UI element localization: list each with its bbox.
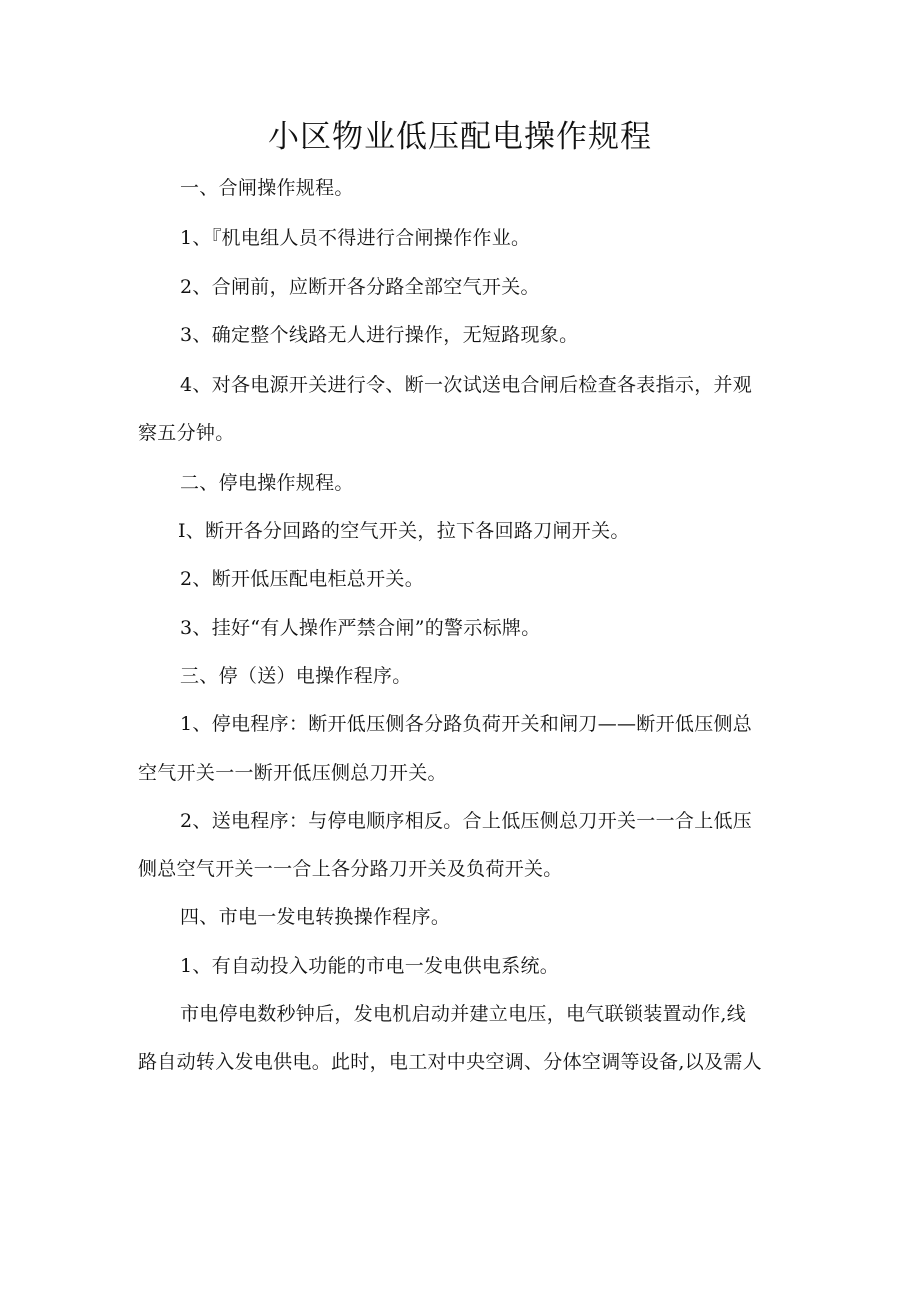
paragraph-1-3: 3、确定整个线路无人进行操作，无短路现象。 (180, 324, 579, 346)
section-heading-1: 一、合闸操作规程。 (180, 177, 354, 199)
section-heading-3: 三、停（送）电操作程序。 (180, 665, 412, 687)
paragraph-3-2-cont: 侧总空气开关一一合上各分路刀开关及负荷开关。 (138, 858, 563, 880)
paragraph-3-1-cont: 空气开关一一断开低压侧总刀开关。 (138, 762, 447, 784)
paragraph-4-1: 1、有自动投入功能的市电一发电供电系统。 (180, 955, 560, 977)
section-heading-2: 二、停电操作规程。 (180, 472, 354, 494)
paragraph-1-4: 4、对各电源开关进行令、断一次试送电合闸后检查各表指示，并观 (180, 374, 753, 396)
paragraph-2-1: I、断开各分回路的空气开关，拉下各回路刀闸开关。 (178, 520, 630, 542)
paragraph-1-4-cont: 察五分钟。 (138, 422, 235, 444)
paragraph-4-2-cont: 路自动转入发电供电。此时，电工对中央空调、分体空调等设备,以及需人 (138, 1051, 762, 1073)
paragraph-3-2: 2、送电程序：与停电顺序相反。合上低压侧总刀开关一一合上低压 (180, 810, 753, 832)
paragraph-2-2: 2、断开低压配电柜总开关。 (180, 568, 424, 590)
paragraph-3-1: 1、停电程序：断开低压侧各分路负荷开关和闸刀——断开低压侧总 (180, 713, 753, 735)
paragraph-1-2: 2、合闸前，应断开各分路全部空气开关。 (180, 276, 540, 298)
paragraph-4-2: 市电停电数秒钟后，发电机启动并建立电压，电气联锁装置动作,线 (180, 1003, 747, 1025)
paragraph-2-3: 3、挂好“有人操作严禁合闸”的警示标牌。 (180, 617, 541, 639)
section-heading-4: 四、市电一发电转换操作程序。 (180, 906, 451, 928)
paragraph-1-1: 1、『机电组人员不得进行合闸操作作业。 (180, 227, 531, 249)
document-title: 小区物业低压配电操作规程 (268, 119, 652, 155)
